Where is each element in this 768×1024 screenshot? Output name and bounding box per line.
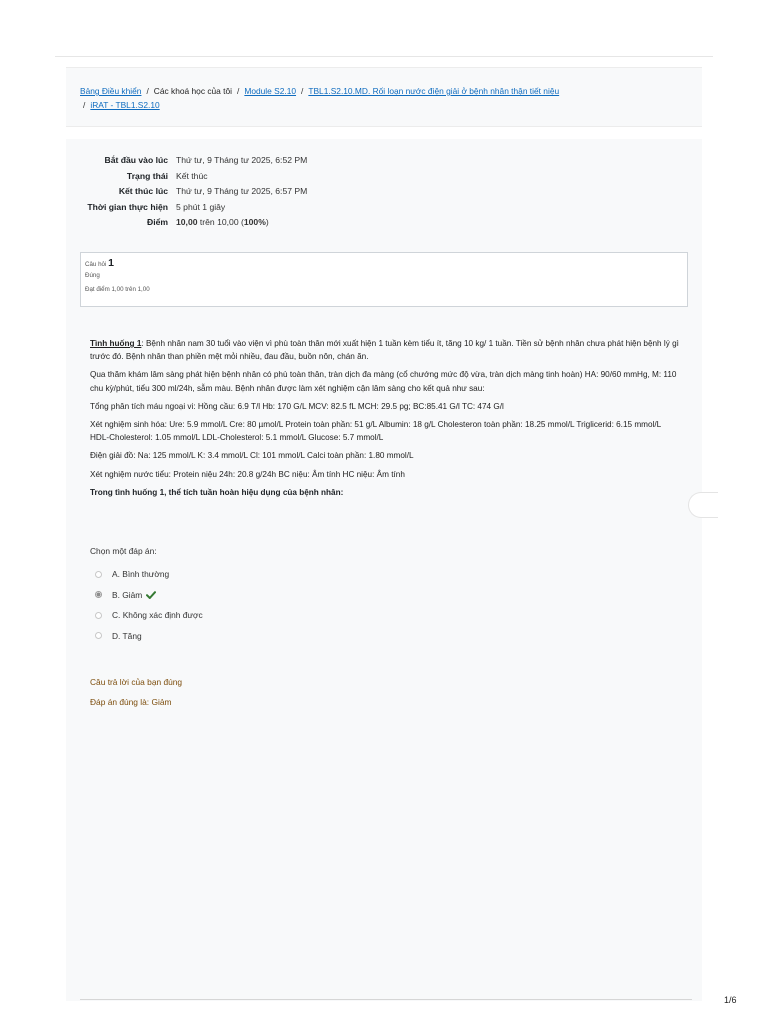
- summary-value: Thứ tư, 9 Tháng tư 2025, 6:52 PM: [176, 155, 308, 165]
- summary-label: Thời gian thực hiện: [87, 201, 168, 212]
- answer-label: A. Bình thường: [112, 569, 170, 580]
- grade-percent: 100%: [243, 217, 266, 227]
- check-icon: [146, 591, 156, 599]
- summary-row-completed: [66, 184, 307, 200]
- attempt-summary: [66, 153, 307, 231]
- quiz-review-panel: [66, 139, 702, 1001]
- question-text: [90, 337, 682, 504]
- blood-paragraph: Tổng phân tích máu ngoại vi: Hồng cầu: 6.9 T/l Hb: 170 G/L MCV: 82.5 fL MCH: 29.5 pg; BC:85.41 G/l TC: 474 G/l: [90, 401, 504, 411]
- radio-button[interactable]: [95, 632, 102, 639]
- summary-label: Điểm: [146, 217, 168, 227]
- breadcrumb-separator: /: [83, 100, 86, 110]
- case-text: : Bệnh nhân nam 30 tuổi vào viện vì phù toàn thân mới xuất hiện 1 tuần kèm tiểu ít, tăng 10 kg/ 1 tuần. Tiền sử bệnh nhân chưa phát hiện bệnh lý gì trước đó. Bệnh nhân than phiền mệt mỏi nhiều, đau đầu, buồn nôn, chán ăn.: [90, 339, 679, 362]
- grade-rest: trên 10,00 (: [197, 217, 244, 227]
- feedback-block: [90, 672, 182, 712]
- summary-row-time-taken: [66, 200, 307, 216]
- question-mark: Đạt điểm 1,00 trên 1,00: [85, 286, 150, 293]
- drawer-toggle-tab[interactable]: [688, 492, 718, 518]
- breadcrumb-separator: /: [237, 86, 240, 96]
- answer-instruction: Chọn một đáp án:: [90, 546, 157, 556]
- summary-value: Thứ tư, 9 Tháng tư 2025, 6:57 PM: [176, 186, 308, 196]
- grade-end: ): [265, 217, 269, 227]
- summary-label: Kết thúc lúc: [118, 186, 168, 196]
- biochem-paragraph: Xét nghiệm sinh hóa: Ure: 5.9 mmol/L Cre: 80 µmol/L Protein toàn phần: 51 g/L Albumin: 18 g/L Cholesteron toàn phần: 18.25 mmol/L Triglicerid: 6.15 mmol/L HDL-Cholesterol: 1.05 mmol/L LDL-Cholesterol: 5.1 mmol/L Glucose: 5.7 mmol/L: [90, 420, 661, 443]
- case-paragraph: [90, 337, 682, 363]
- question-prompt: Trong tình huống 1, thể tích tuần hoàn hiệu dụng của bệnh nhân:: [90, 487, 344, 497]
- summary-label: Bắt đầu vào lúc: [104, 155, 168, 165]
- breadcrumb-dashboard-link[interactable]: Bảng Điều khiển: [80, 86, 142, 96]
- breadcrumb-my-courses: Các khoá học của tôi: [153, 86, 233, 96]
- answer-label: C. Không xác định được: [112, 610, 203, 621]
- attempt-summary-table: [66, 153, 307, 231]
- answer-option-d[interactable]: [90, 626, 203, 647]
- bottom-divider: [80, 999, 692, 1000]
- feedback-right-answer: Đáp án đúng là: Giảm: [90, 697, 172, 707]
- breadcrumb-course-link[interactable]: TBL1.S2.10.MD. Rối loạn nước điện giải ở bệnh nhân thận tiết niệu: [308, 86, 560, 96]
- case-title: Tình huống 1: [90, 339, 142, 348]
- summary-row-started: [66, 153, 307, 169]
- urine-paragraph: Xét nghiệm nước tiểu: Protein niệu 24h: 20.8 g/24h BC niệu: Âm tính HC niệu: Âm tính: [90, 469, 405, 479]
- top-divider: [55, 56, 713, 57]
- grade-value: 10,00: [176, 217, 198, 227]
- breadcrumb-module-link[interactable]: Module S2.10: [244, 86, 297, 96]
- question-info-box: [80, 252, 688, 307]
- answer-label: D. Tăng: [112, 630, 142, 641]
- radio-button[interactable]: [95, 571, 102, 578]
- answer-block: [90, 546, 203, 646]
- feedback-result: Câu trả lời của bạn đúng: [90, 677, 183, 687]
- summary-row-state: [66, 169, 307, 185]
- question-status: Đúng: [85, 272, 100, 279]
- question-number: 1: [108, 257, 114, 269]
- answer-label: B. Giảm: [112, 589, 143, 600]
- question-label: Câu hỏi: [85, 261, 107, 268]
- radio-button-selected[interactable]: [95, 591, 102, 598]
- summary-row-grade: [66, 215, 307, 231]
- electrolytes-paragraph: Điện giải đồ: Na: 125 mmol/L K: 3.4 mmol/L Cl: 101 mmol/L Calci toàn phần: 1.80 mmol/L: [90, 451, 414, 461]
- radio-button[interactable]: [95, 612, 102, 619]
- breadcrumb-quiz-link[interactable]: iRAT - TBL1.S2.10: [90, 100, 160, 110]
- answer-option-b[interactable]: [90, 585, 203, 606]
- exam-paragraph: Qua thăm khám lâm sàng phát hiện bệnh nhân có phù toàn thân, tràn dịch đa màng (cổ chướng mức độ vừa, tràn dịch màng tinh hoàn) HA: 90/60 mmHg, M: 110 chu kỳ/phút, tiểu 300 ml/24h, sẫm màu. Bệnh nhân được làm xét nghiệm cận lâm sàng cho kết quả như sau:: [90, 370, 677, 393]
- answer-option-a[interactable]: [90, 564, 203, 585]
- summary-value: 5 phút 1 giây: [176, 201, 226, 212]
- summary-label: Trạng thái: [126, 170, 168, 181]
- breadcrumb: [66, 67, 702, 127]
- page-number: 1/6: [724, 995, 737, 1005]
- summary-value: Kết thúc: [176, 170, 208, 181]
- breadcrumb-separator: /: [301, 86, 304, 96]
- answer-option-c[interactable]: [90, 605, 203, 626]
- summary-value: [176, 215, 307, 231]
- breadcrumb-separator: /: [146, 86, 149, 96]
